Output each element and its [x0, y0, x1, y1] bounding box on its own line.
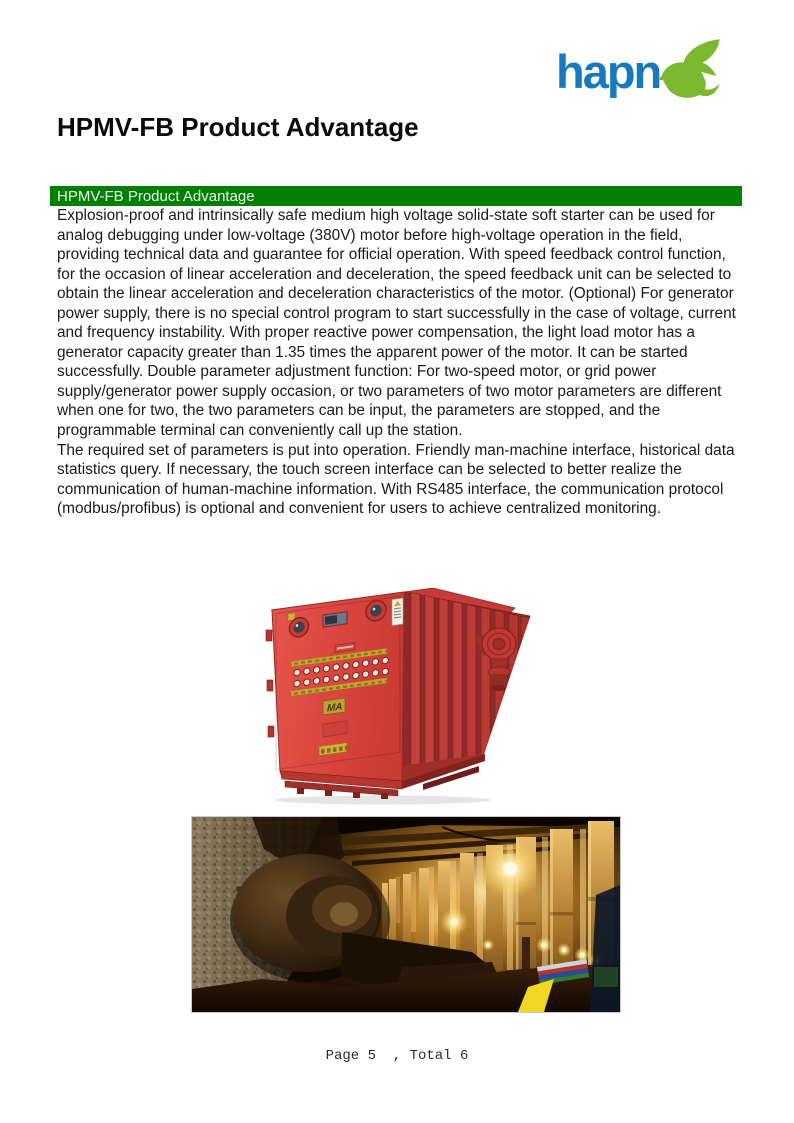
- body-paragraph-1: Explosion-proof and intrinsically safe medium high voltage solid-state soft starter can be used for analog debugging under low-voltage (380V) motor before high-voltage operation in the field, providing technical data and guarantee for official operation. With speed feedback control function, for the occasion of linear acceleration and deceleration, the speed feedback unit can be selected to obtain the linear acceleration and deceleration characteristics of the motor. (Optional) For generator power supply, there is no special control program to start successfully in the case of voltage, current and frequency instability. With proper reactive power compensation, the light load motor has a generator capacity greater than 1.35 times the apparent power of the motor. It can be started successfully. Double parameter adjustment function: For two-speed motor, or grid power supply/generator power supply occasion, or two parameters of two motor parameters are different when one for two, the two parameters can be input, the parameters are stopped, and the programmable terminal can conveniently call up the station.: [57, 207, 736, 440]
- cabinet-illustration: [263, 588, 533, 806]
- section-header-label: HPMV-FB Product Advantage: [57, 188, 255, 205]
- dove-leaf-icon: [658, 38, 726, 102]
- section-header-bar: [50, 186, 742, 206]
- brand-logo: [556, 38, 726, 104]
- page-footer: Page 5 , Total 6: [325, 1048, 469, 1064]
- figure-mine-tunnel: [191, 816, 621, 1013]
- body-text: [57, 206, 747, 519]
- ma-certification-mark: MA: [327, 701, 343, 715]
- body-paragraph-2: The required set of parameters is put into operation. Friendly man-machine interface, historical data statistics query. If necessary, the touch screen interface can be selected to better realize the communication of human-machine information. With RS485 interface, the communication protocol (modbus/profibus) is optional and convenient for users to achieve centralized monitoring.: [57, 441, 735, 518]
- tunnel-illustration: [192, 817, 620, 1012]
- recessed-panel: [323, 721, 347, 737]
- page-title: HPMV-FB Product Advantage: [57, 112, 419, 142]
- brand-wordmark: hapn: [556, 45, 661, 98]
- ma-certification-badge: [323, 698, 345, 715]
- door-hinges: [266, 630, 274, 737]
- figure-soft-starter-cabinet: [263, 588, 533, 806]
- warning-label: [392, 598, 403, 626]
